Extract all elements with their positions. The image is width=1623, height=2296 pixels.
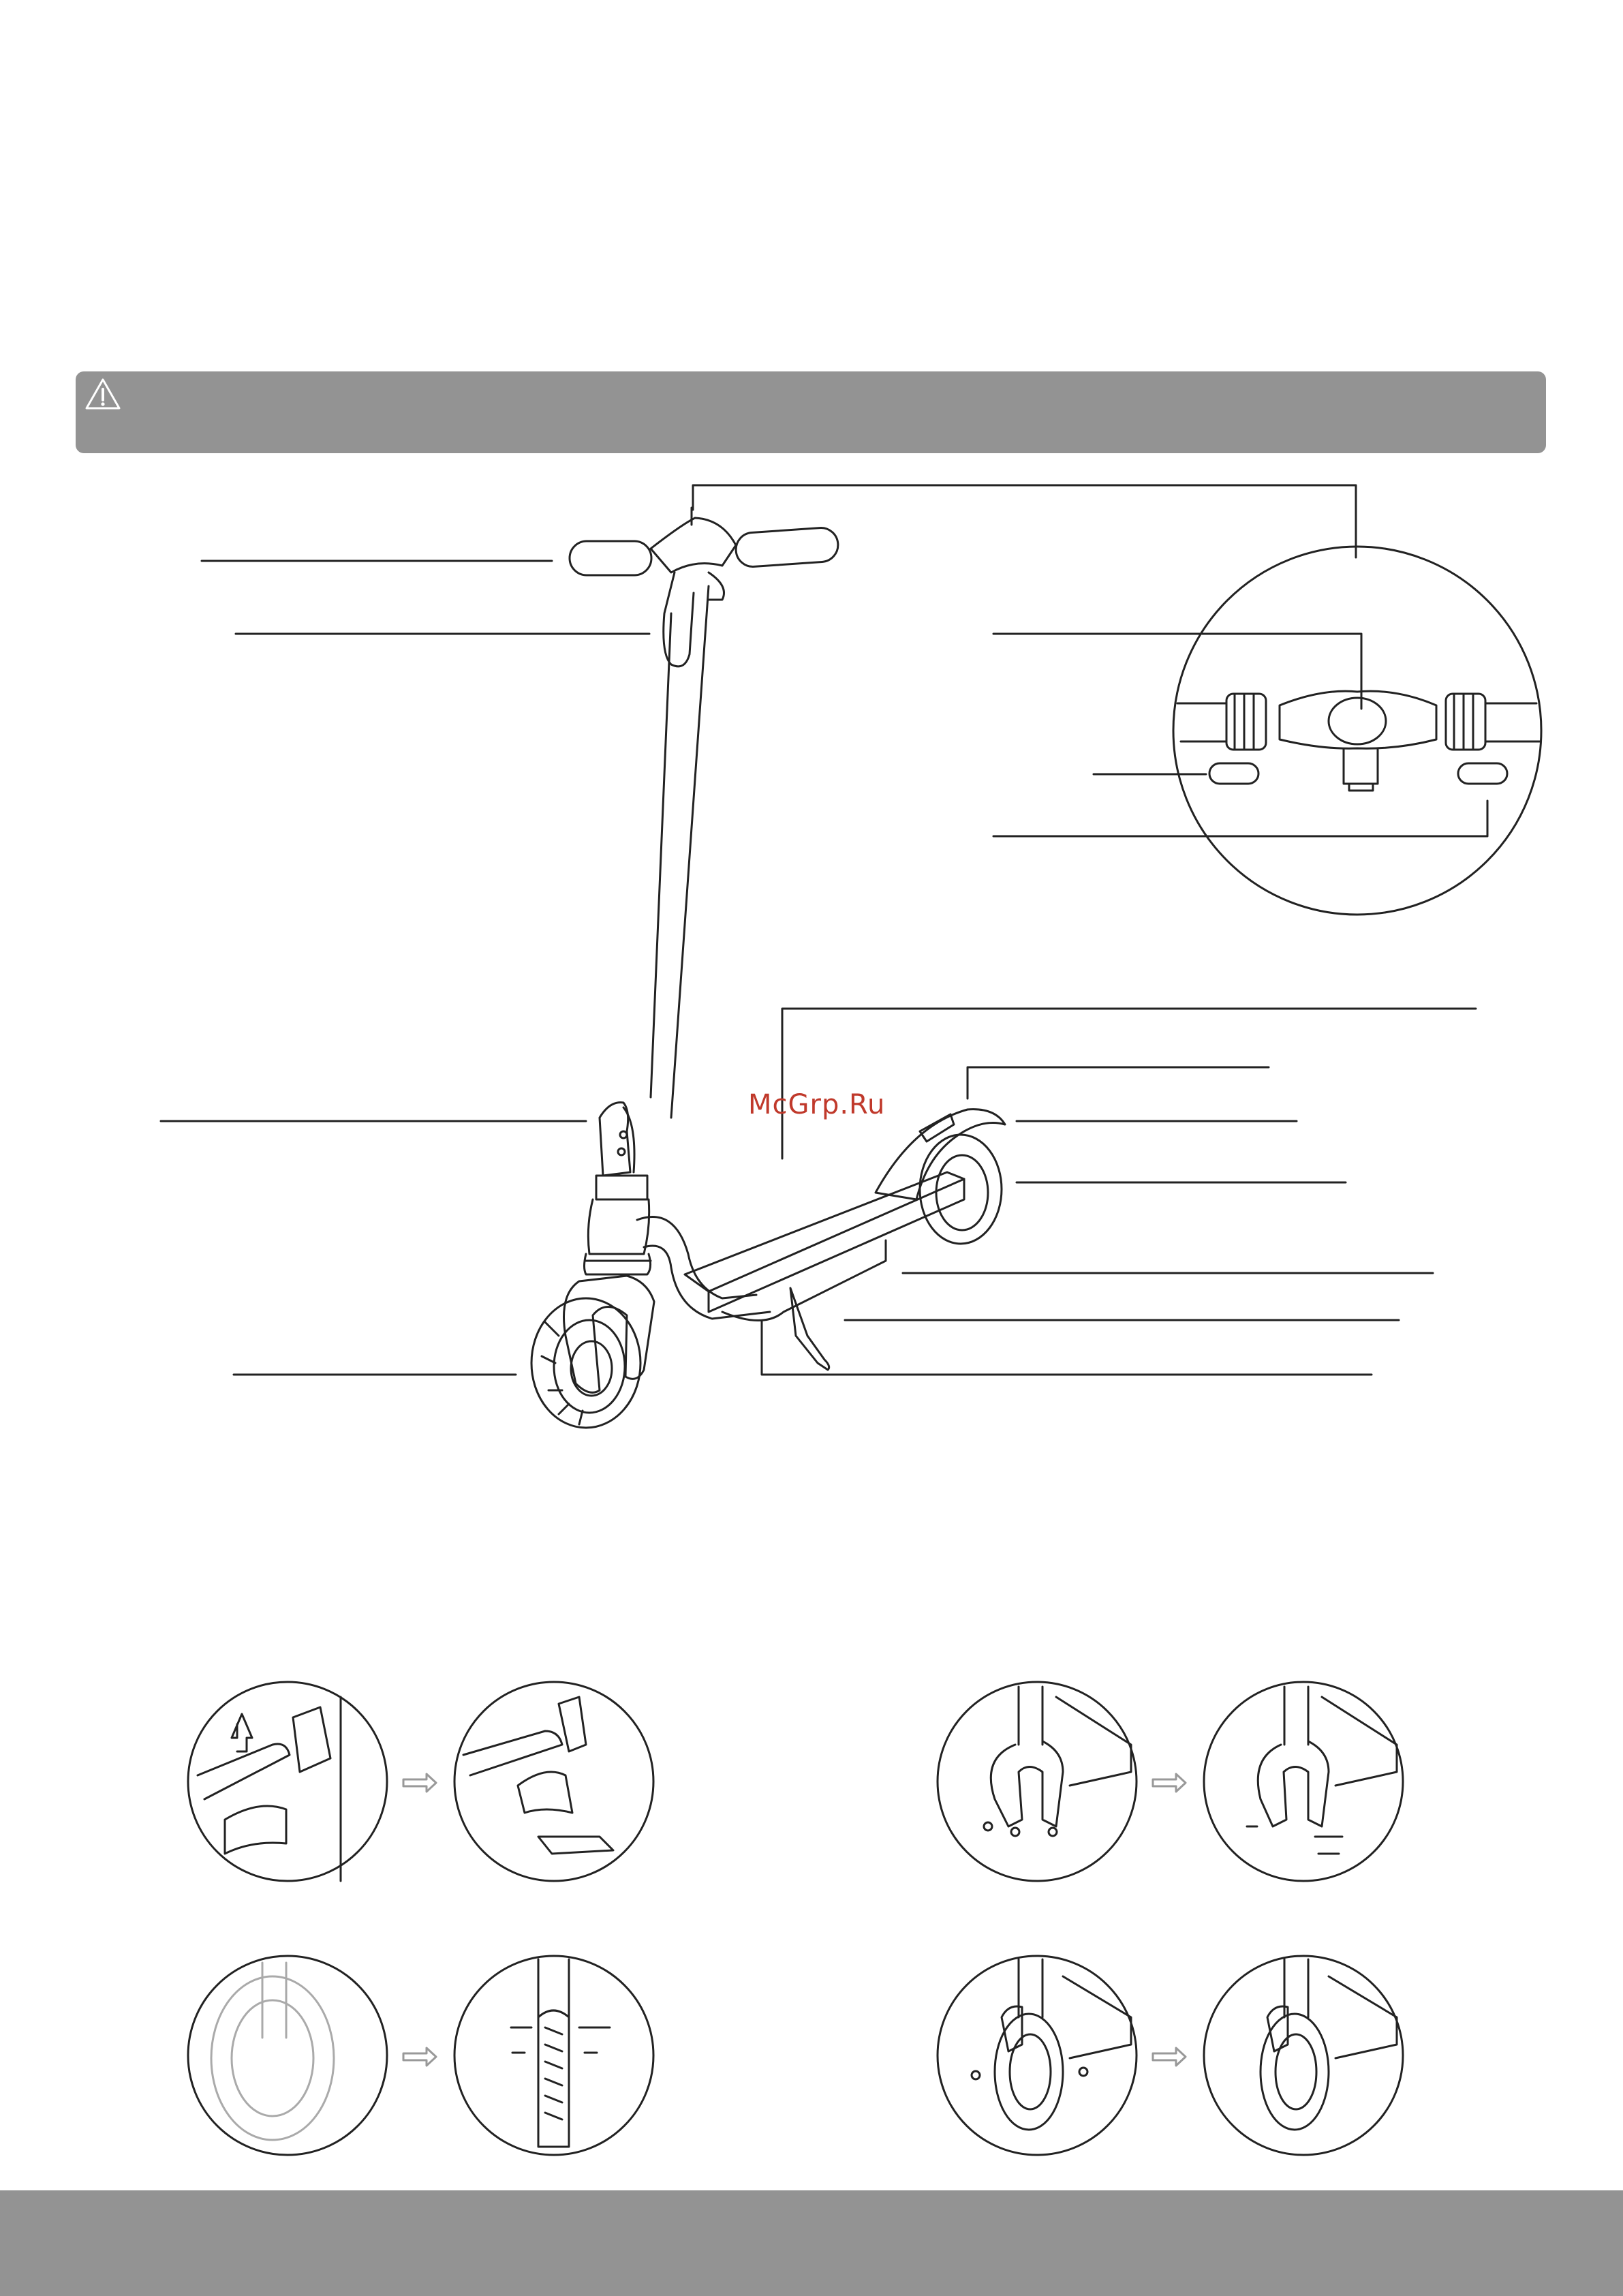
handlebar-zoom bbox=[993, 547, 1541, 915]
right-arrow-icon bbox=[403, 1774, 436, 1792]
step-folding-2 bbox=[454, 1682, 653, 1881]
step-rear-fork-2 bbox=[1204, 1682, 1403, 1881]
step-rear-wheel-1 bbox=[938, 1956, 1137, 2155]
scooter-illustration bbox=[531, 508, 1005, 1428]
right-grip bbox=[735, 527, 839, 568]
left-grip bbox=[570, 541, 651, 575]
rear-wheel bbox=[920, 1135, 1002, 1244]
folding-latch bbox=[600, 1103, 630, 1176]
right-arrow-icon bbox=[1153, 1774, 1186, 1792]
callouts-right bbox=[693, 485, 1476, 1375]
rear-fender bbox=[876, 1109, 1005, 1199]
right-arrow-icon bbox=[1153, 2048, 1186, 2066]
watermark: McGrp.Ru bbox=[748, 1089, 886, 1120]
deck-neck bbox=[637, 1217, 756, 1298]
step-rear-wheel-2 bbox=[1204, 1956, 1403, 2155]
callouts-left bbox=[161, 561, 649, 1375]
right-arrow-icon bbox=[403, 2048, 436, 2066]
step-front-wheel-2 bbox=[454, 1956, 653, 2155]
step-folding-1 bbox=[188, 1682, 387, 1881]
step-rear-fork-1 bbox=[938, 1682, 1137, 1881]
stem bbox=[651, 613, 671, 1097]
step-front-wheel-1 bbox=[188, 1956, 387, 2155]
footer-bar bbox=[0, 2190, 1623, 2296]
brake-lever bbox=[664, 572, 694, 667]
handlebar-center bbox=[651, 518, 736, 572]
kickstand bbox=[790, 1288, 829, 1370]
head-tube bbox=[596, 1176, 647, 1199]
step-circles bbox=[188, 1682, 1403, 2155]
